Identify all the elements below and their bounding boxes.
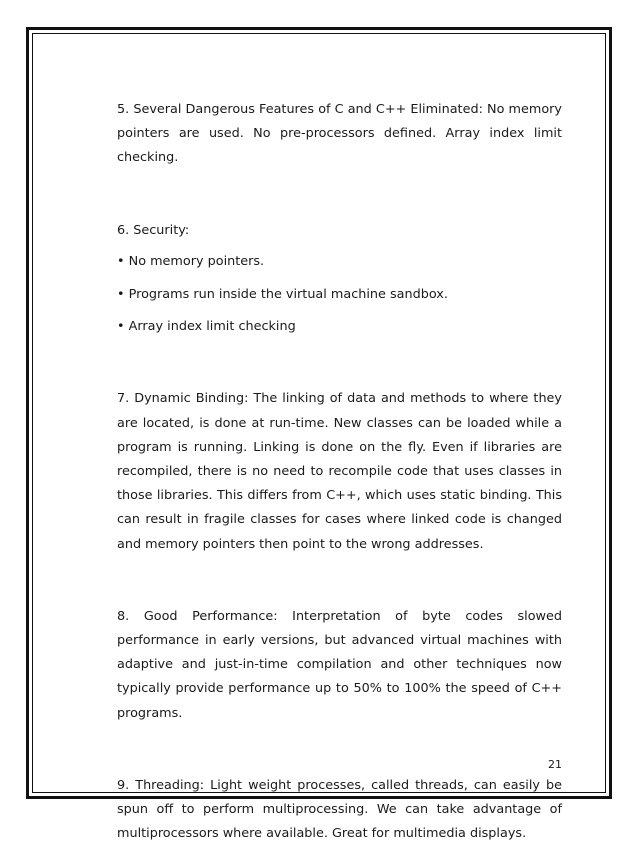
page-content — [117, 98, 562, 846]
security-bullet-1: • No memory pointers. — [117, 253, 265, 269]
security-bullet-2: • Programs run inside the virtual machine sandbox. — [117, 286, 448, 302]
security-bullet-3: • Array index limit checking — [117, 319, 296, 335]
page-number: 21 — [548, 758, 562, 771]
section-6-title: 6. Security: — [117, 222, 190, 238]
section-7-paragraph: 7. Dynamic Binding: The linking of data and methods to where they are located, is done at run-time. New classes can be loaded while a program is running. Linking is done on the fly. Even if libraries are recompiled, there is no need to recompile code that uses classes in those libraries. This differs from C++, which uses static binding. This can result in fragile classes for cases where linked code is changed and memory pointers then point to the wrong addresses. — [117, 391, 562, 552]
section-8-paragraph: 8. Good Performance: Interpretation of byte codes slowed performance in early versions, but advanced virtual machines with adaptive and just-in-time compilation and other techniques now typically provide performance up to 50% to 100% the speed of C++ programs. — [117, 608, 562, 721]
section-9-paragraph: 9. Threading: Light weight processes, called threads, can easily be spun off to perform multiprocessing. We can take advantage of multiprocessors where available. Great for multimedia displays. — [117, 777, 562, 842]
section-5-paragraph: 5. Several Dangerous Features of C and C++ Eliminated: No memory pointers are used. No pre-processors defined. Array index limit checking. — [117, 102, 562, 166]
section-6-security — [117, 219, 562, 340]
